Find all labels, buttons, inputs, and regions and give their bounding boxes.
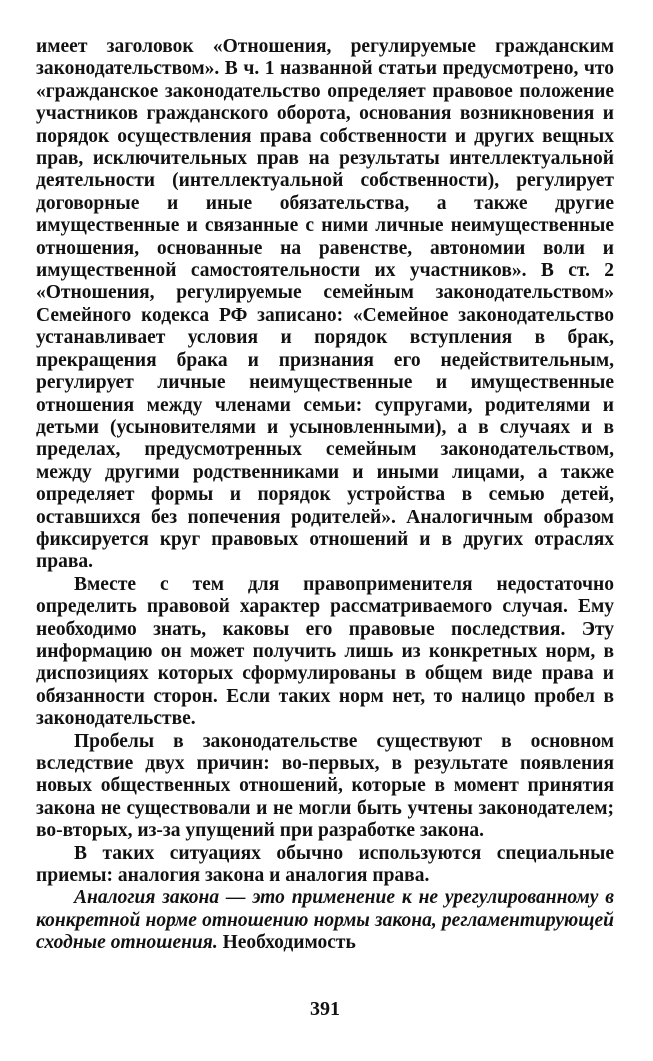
paragraph-4: В таких ситуациях обычно используются специальные приемы: аналогия закона и аналогия права. — [36, 842, 614, 887]
body-text — [36, 36, 614, 955]
paragraph-3: Пробелы в законодательстве существуют в основном вследствие двух причин: во-первых, в результате появления новых общественных отношений, которые в момент принятия закона не существовали и не могли быть учтены законодателем; во-вторых, из-за упущений при разработке закона. — [36, 730, 614, 842]
paragraph-2: Вместе с тем для правоприменителя недостаточно определить правовой характер рассматриваемого случая. Ему необходимо знать, каковы его правовые последствия. Эту информацию он может получить лишь из конкретных норм, в диспозициях которых сформулированы в общем виде права и обязанности сторон. Если таких норм нет, то налицо пробел в законодательстве. — [36, 573, 614, 730]
paragraph-1: имеет заголовок «Отношения, регулируемые гражданским законодательством». В ч. 1 названной статьи предусмотрено, что «гражданское законодательство определяет правовое положение участников гражданского оборота, основания возникновения и порядок осуществления права собственности и других вещных прав, исключительных прав на результаты интеллектуальной деятельности (интеллектуальной собственности), регулирует договорные и иные обязательства, а также другие имущественные и связанные с ними личные неимущественные отношения, основанные на равенстве, автономии воли и имущественной самостоятельности их участников». В ст. 2 «Отношения, регулируемые семейным законодательством» Семейного кодекса РФ записано: «Семейное законодательство устанавливает условия и порядок вступления в брак, прекращения брака и признания его недействительным, регулирует личные неимущественные и имущественные отношения между членами семьи: супругами, родителями и детьми (усыновителями и усыновленными), а в случаях и в пределах, предусмотренных семейным законодательством, между другими родственниками и иными лицами, а также определяет формы и порядок устройства в семью детей, оставшихся без попечения родителей». Аналогичным образом фиксируется круг правовых отношений и в других отраслях права. — [36, 36, 614, 573]
definition-continuation: Необходимость — [217, 932, 356, 954]
paragraph-5 — [36, 887, 614, 954]
book-page — [36, 36, 614, 1036]
page-number: 391 — [310, 998, 340, 1020]
definition-italic: Аналогия закона — это применение к не урегулированному в конкретной норме отношению нормы закона, регламентирующей сходные отношения. — [36, 887, 614, 954]
